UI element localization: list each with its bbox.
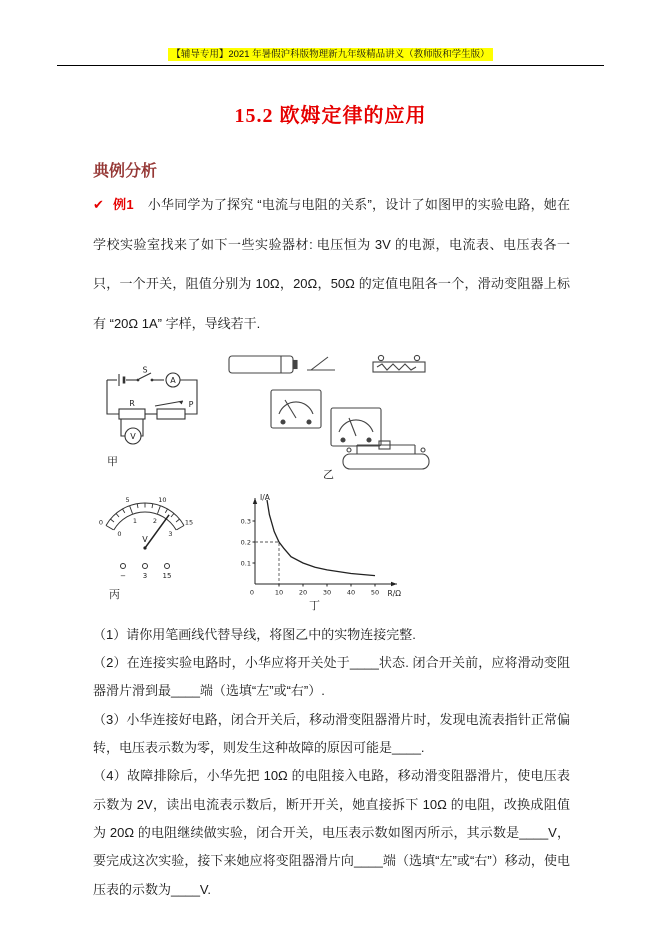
x-tick: 50 [370, 588, 380, 597]
y-tick: 0.2 [240, 538, 251, 547]
x-tick: 0 [249, 588, 255, 597]
x-tick: 20 [298, 588, 308, 597]
figure-graph-ding [227, 486, 407, 611]
meter-ticks [106, 503, 184, 530]
outer-tick: 0 [98, 518, 104, 527]
terminal-label: − [120, 571, 126, 580]
x-tick: 30 [322, 588, 332, 597]
question-2: （2）在连接实验电路时，小华应将开关处于____状态. 闭合开关前，应将滑动变阻器滑片滑到最____端（选填“左”或“右”）. [93, 654, 570, 699]
inner-tick: 3 [168, 529, 173, 538]
header-divider [57, 65, 604, 66]
question-1: （1）请你用笔画线代替导线，将图乙中的实物连接完整. [93, 626, 416, 642]
section-heading: 典例分析 [93, 163, 158, 180]
figure-row-1 [93, 348, 661, 480]
figure-ding-caption: 丁 [309, 598, 320, 612]
figures-block [93, 348, 661, 611]
x-tick: 40 [346, 588, 356, 597]
terminal-label: 3 [142, 571, 148, 580]
question-3: （3）小华连接好电路，闭合开关后，移动滑变阻器滑片时，发现电流表指针正常偏转，电压表示数为零，则发生这种故障的原因可能是____. [93, 711, 570, 755]
iv-curve [267, 500, 375, 576]
y-axis-label: I/A [260, 492, 270, 502]
ammeter-label: A [170, 375, 176, 385]
example-label: 例1 [112, 197, 134, 212]
x-axis-label: R/Ω [387, 588, 401, 598]
checkmark-icon: ✔ [93, 197, 104, 212]
figure-row-2 [93, 486, 661, 611]
resistor-label: R [129, 398, 135, 408]
page-title: 15.2 欧姆定律的应用 [234, 105, 427, 127]
doc-header [0, 0, 661, 60]
inner-tick: 1 [132, 516, 138, 525]
question-4: （4）故障排除后，小华先把 10Ω 的电阻接入电路，移动滑变阻器滑片，使电压表示数为 2V，读出电流表示数后，断开开关，她直接拆下 10Ω 的电阻，改换成阻值为 20Ω 的电阻继续做实验，闭合开关，电压表示数如图丙所示，其示数是____V，要完成这次实验，接下来她应将变阻器滑片向____端（选填“左”或“右”）移动，使电压表的示数为____V. [93, 768, 570, 897]
terminal-label: 15 [162, 571, 172, 580]
switch-label: S [142, 365, 148, 375]
outer-tick: 10 [158, 495, 167, 504]
outer-tick: 15 [184, 518, 194, 527]
voltmeter-label: V [130, 431, 136, 441]
y-tick: 0.1 [240, 559, 251, 568]
rheostat-label: P [188, 399, 194, 409]
figure-yi-caption: 乙 [323, 467, 334, 481]
dashed-guide [255, 542, 279, 584]
example-body: 小华同学为了探究 “电流与电阻的关系”，设计了如图甲的实验电路，她在学校实验室找来了如下一些实验器材: 电压恒为 3V 的电源，电流表、电压表各一只，一个开关，阻值分别为 10Ω，20Ω，50Ω 的定值电阻各一个，滑动变阻器上标有 “20Ω 1A” 字样，导线若干. [93, 197, 570, 331]
x-tick: 10 [274, 588, 284, 597]
meter-unit: V [142, 534, 148, 544]
figure-meter-bing [93, 486, 201, 604]
inner-tick: 2 [152, 516, 158, 525]
figure-bing-caption: 丙 [109, 587, 120, 601]
figure-jia-caption: 甲 [107, 454, 118, 468]
figure-circuit-jia [93, 366, 213, 471]
header-text: 【辅导专用】2021 年暑假沪科版物理新九年级精品讲义（教师版和学生版） [168, 48, 492, 61]
questions-block [93, 621, 570, 904]
outer-tick: 5 [125, 495, 130, 504]
y-tick: 0.3 [240, 517, 251, 526]
figure-apparatus-yi [223, 348, 438, 480]
inner-tick: 0 [117, 529, 122, 538]
example-paragraph [93, 185, 570, 344]
